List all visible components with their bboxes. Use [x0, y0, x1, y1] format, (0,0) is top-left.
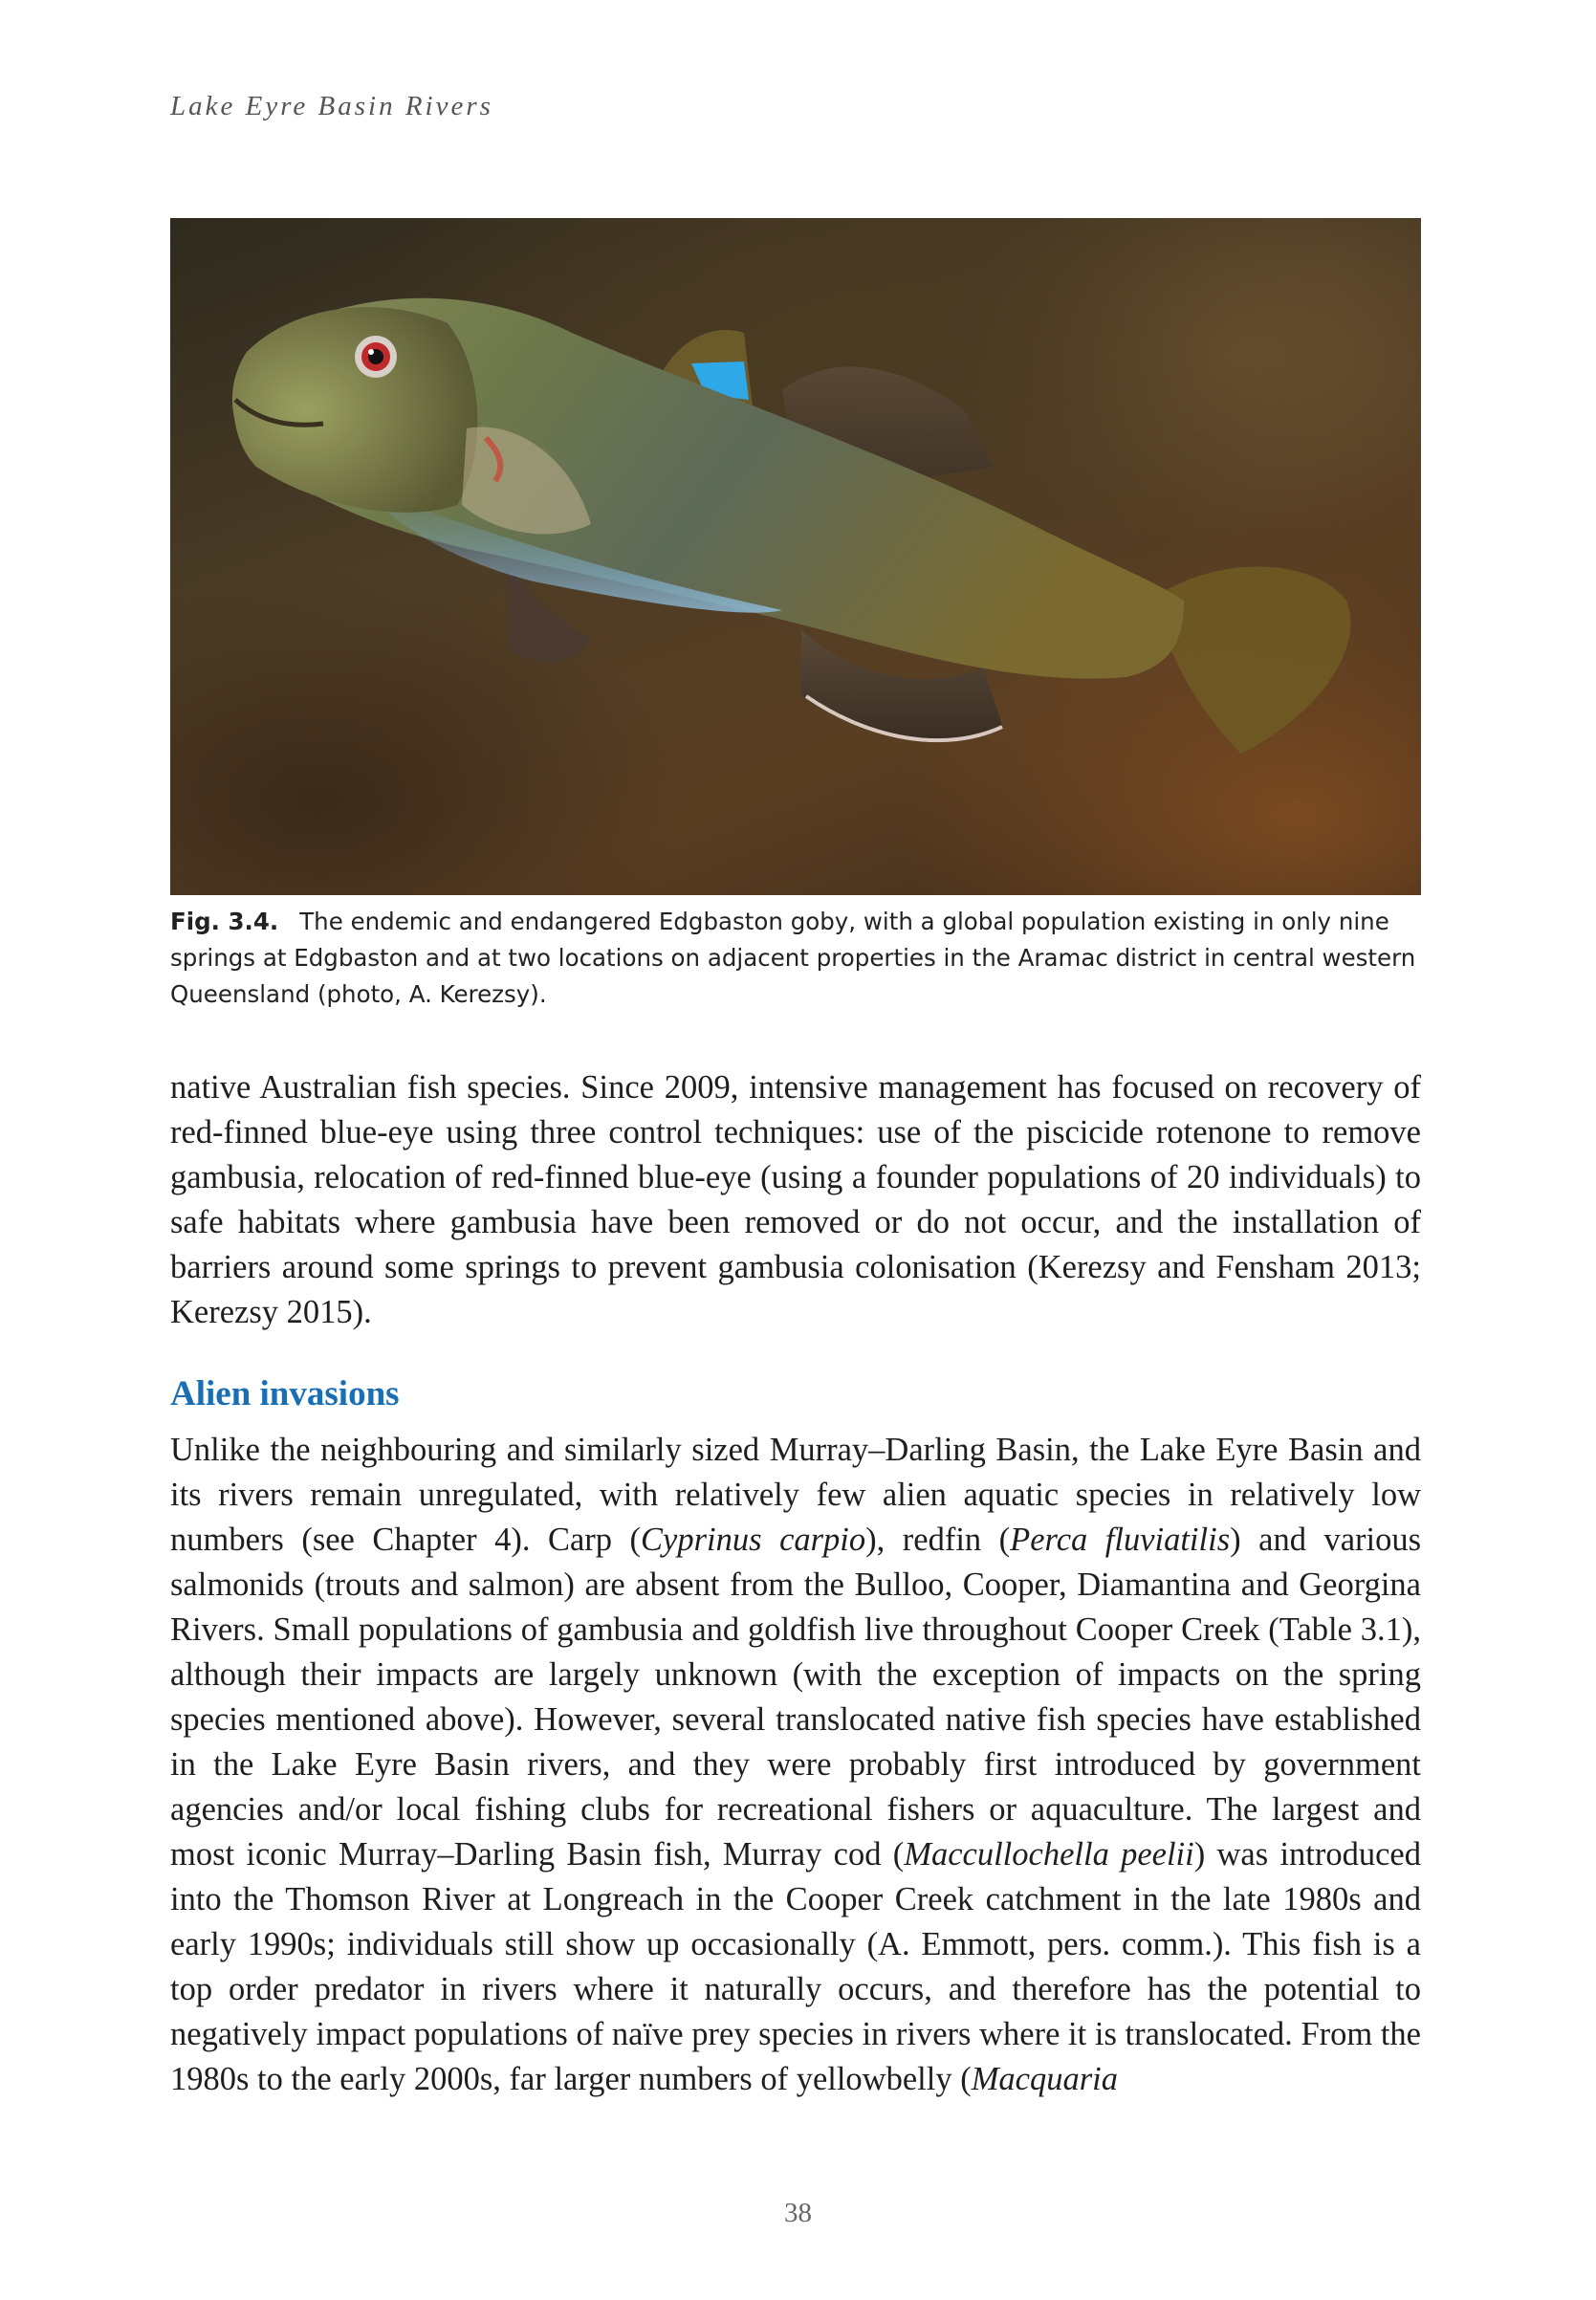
- paragraph-2-text-4: ) was introduced into the Thomson River at Longreach in the Cooper Creek catchment in the late 1980s and early 1990s; individuals still show up occasionally (A. Emmott, pers. comm.). This fish is a top order predator in rivers where it naturally occurs, and therefore has the potential to negatively impact populations of naïve prey species in rivers where it is translocated. From the 1980s to the early 2000s, far larger numbers of yellowbelly (: [170, 1836, 1421, 2097]
- section-heading: Alien invasions: [170, 1374, 400, 1413]
- paragraph-1: native Australian fish species. Since 2009, intensive management has focused on recovery of red-finned blue-eye using three control techniques: use of the piscicide rotenone to remove gambusia, relocation of red-finned blue-eye (using a founder populations of 20 individuals) to safe habitats where gambusia have been removed or do not occur, and the installation of barriers around some springs to prevent gambusia colonisation (Kerezsy and Fensham 2013; Kerezsy 2015).: [170, 1069, 1421, 1330]
- running-head: Lake Eyre Basin Rivers: [170, 91, 493, 121]
- species-name-murray-cod: Maccullochella peelii: [904, 1836, 1194, 1873]
- figure-caption-text: The endemic and endangered Edgbaston goby, with a global population existing in only nine springs at Edgbaston and at two locations on adjacent properties in the Aramac district in central western Queensland (photo, A. Kerezsy).: [170, 908, 1416, 1008]
- paragraph-2-text-1: Unlike the neighbouring and similarly sized Murray–Darling Basin, the Lake Eyre Basin and its rivers remain unregulated, with relatively few alien aquatic species in relatively low numbers (see Chapter 4). Carp (: [170, 1432, 1421, 1558]
- figure-caption: [170, 904, 1421, 1013]
- goby-photo: [170, 218, 1421, 895]
- species-name-yellowbelly: Macquaria: [971, 2061, 1119, 2097]
- species-name-carp: Cyprinus carpio: [641, 1522, 866, 1558]
- figure-label: Fig. 3.4.: [170, 908, 279, 935]
- paragraph-2-text-3: ) and various salmonids (trouts and salmon) are absent from the Bulloo, Cooper, Diamantina and Georgina Rivers. Small populations of gambusia and goldfish live throughout Cooper Creek (Table 3.1), although their impacts are largely unknown (with the exception of impacts on the spring species mentioned above). However, several translocated native fish species have established in the Lake Eyre Basin rivers, and they were probably first introduced by government agencies and/or local fishing clubs for recreational fishers or aquaculture. The largest and most iconic Murray–Darling Basin fish, Murray cod (: [170, 1522, 1422, 1873]
- paragraph-2-text-2: ), redfin (: [865, 1522, 1011, 1558]
- species-name-redfin: Perca fluviatilis: [1010, 1522, 1231, 1558]
- paragraph-2: [170, 1428, 1421, 2102]
- edgbaston-goby-illustration: [170, 218, 1421, 895]
- page-number: 38: [784, 2198, 812, 2228]
